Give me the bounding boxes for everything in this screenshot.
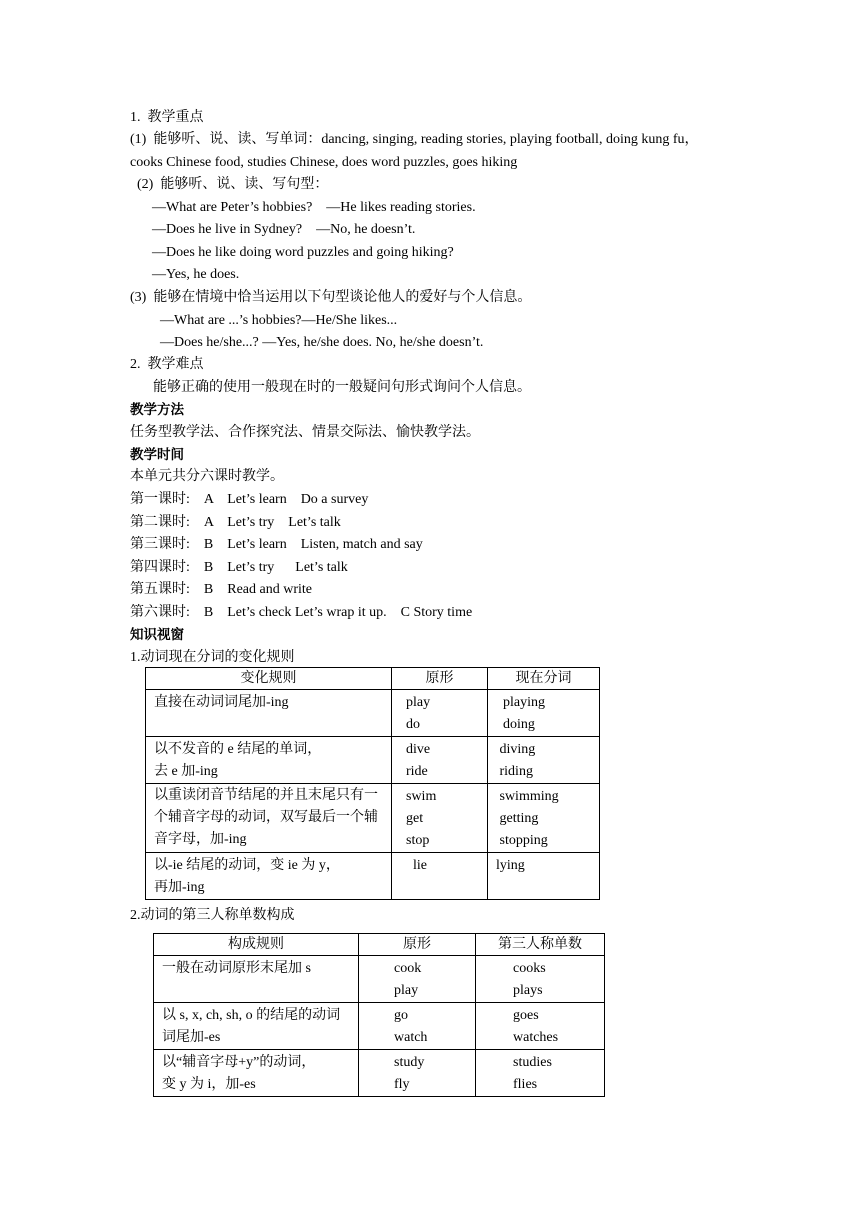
text-line: (2) 能够听、说、读、写句型：	[137, 177, 329, 192]
text-line: —Does he like doing word puzzles and going hiking?	[152, 245, 454, 260]
text-line: —Does he live in Sydney? —No, he doesn’t.	[152, 222, 416, 237]
section-heading: 教学时间	[130, 447, 184, 463]
rule-cell: 以-ie 结尾的动词，变 ie 为 y， 再加-ing	[154, 858, 340, 895]
derived-form-cell: cooks plays	[513, 961, 546, 998]
text-line: —What are Peter’s hobbies? —He likes reading stories.	[152, 200, 476, 215]
rule-cell: 以重读闭音节结尾的并且末尾只有一个辅音字母的动词，双写最后一个辅音字母，加-ing	[154, 788, 378, 847]
text-line: 2.动词的第三人称单数构成	[130, 908, 295, 923]
section-heading: 知识视窗	[130, 627, 184, 643]
derived-form-cell: diving riding	[499, 742, 536, 779]
base-form-cell: play do	[406, 695, 431, 732]
table-row	[154, 956, 605, 1003]
text-line: 任务型教学法、合作探究法、情景交际法、愉快教学法。	[130, 425, 480, 440]
present-participle-rules-table	[145, 667, 600, 900]
rule-cell: 以 s, x, ch, sh, o 的结尾的动词 词尾加-es	[162, 1008, 341, 1045]
text-line: —Does he/she...? —Yes, he/she does. No, he/she doesn’t.	[160, 335, 484, 350]
derived-form-cell: lying	[496, 858, 525, 873]
derived-form-cell: studies flies	[513, 1055, 552, 1092]
column-header: 现在分词	[488, 668, 600, 690]
column-header: 原形	[392, 668, 488, 690]
table-row	[154, 1003, 605, 1050]
table-row	[146, 690, 600, 737]
base-form-cell: study fly	[394, 1055, 425, 1092]
base-form-cell: go watch	[394, 1008, 428, 1045]
rule-cell: 以“辅音字母+y”的动词， 变 y 为 i，加-es	[162, 1055, 316, 1092]
base-form-cell: lie	[406, 858, 427, 873]
column-header: 原形	[359, 934, 476, 956]
text-line: cooks Chinese food, studies Chinese, does word puzzles, goes hiking	[130, 155, 518, 170]
third-person-singular-rules-table	[153, 933, 605, 1097]
table-row	[146, 737, 600, 784]
rule-cell: 直接在动词词尾加-ing	[154, 695, 289, 710]
table-row	[146, 784, 600, 853]
text-line: —What are ...’s hobbies?—He/She likes...	[160, 313, 398, 328]
text-line: 能够正确的使用一般现在时的一般疑问句形式询问个人信息。	[153, 380, 531, 395]
derived-form-cell: playing doing	[503, 695, 545, 732]
text-line: —Yes, he does.	[152, 267, 240, 282]
text-line: 第四课时: B Let’s try Let’s talk	[130, 560, 348, 575]
table-header-row	[154, 934, 605, 956]
base-form-cell: cook play	[394, 961, 422, 998]
rule-cell: 一般在动词原形末尾加 s	[162, 961, 311, 976]
derived-form-cell: goes watches	[513, 1008, 559, 1045]
table-header-row	[146, 668, 600, 690]
table-row	[146, 853, 600, 900]
base-form-cell: dive ride	[406, 742, 431, 779]
column-header: 变化规则	[146, 668, 392, 690]
base-form-cell: swim get stop	[406, 789, 437, 848]
column-header: 构成规则	[154, 934, 359, 956]
text-line: 1.动词现在分词的变化规则	[130, 650, 295, 665]
text-line: (3) 能够在情境中恰当运用以下句型谈论他人的爱好与个人信息。	[130, 290, 532, 305]
section-heading: 教学方法	[130, 402, 184, 418]
text-line: 第五课时: B Read and write	[130, 582, 312, 597]
derived-form-cell: swimming getting stopping	[499, 789, 559, 848]
text-line: 第三课时: B Let’s learn Listen, match and say	[130, 537, 423, 552]
column-header: 第三人称单数	[476, 934, 605, 956]
text-line: 第一课时: A Let’s learn Do a survey	[130, 492, 369, 507]
text-line: (1) 能够听、说、读、写单词：dancing, singing, reading stories, playing football, doing kung fu，	[130, 132, 699, 147]
text-line: 第六课时: B Let’s check Let’s wrap it up. C Story time	[130, 605, 473, 620]
text-line: 本单元共分六课时教学。	[130, 469, 284, 484]
text-line: 2. 教学难点	[130, 357, 204, 372]
text-line: 第二课时: A Let’s try Let’s talk	[130, 515, 341, 530]
text-line: 1. 教学重点	[130, 110, 204, 125]
table-row	[154, 1050, 605, 1097]
rule-cell: 以不发音的 e 结尾的单词， 去 e 加-ing	[154, 742, 322, 779]
